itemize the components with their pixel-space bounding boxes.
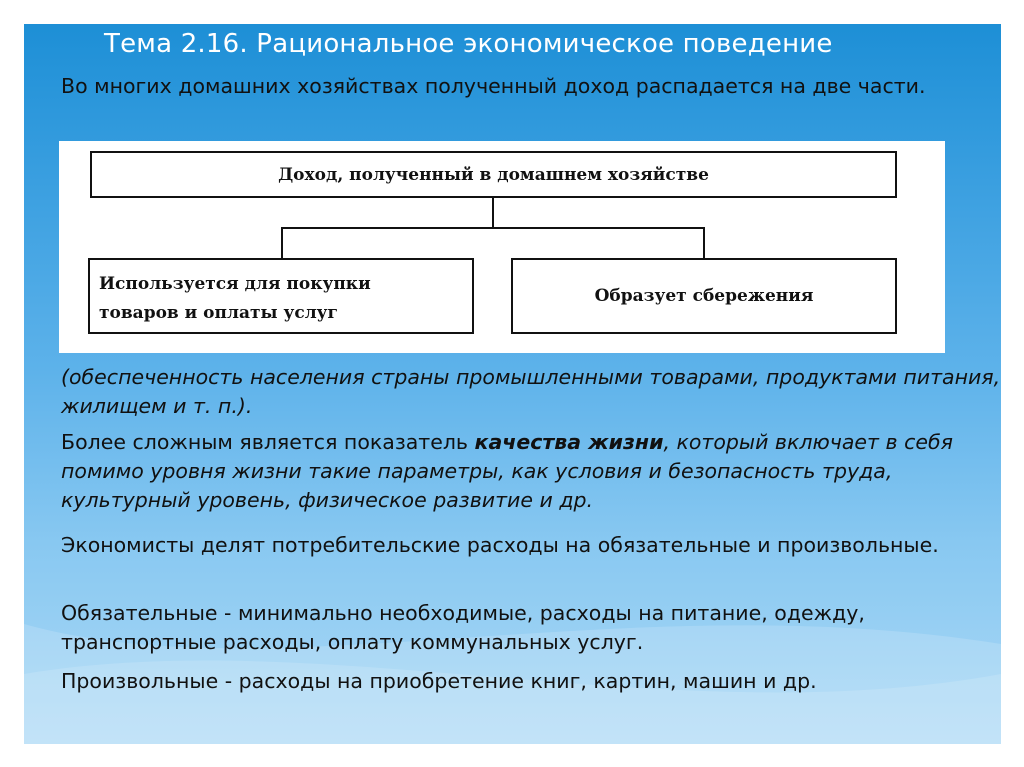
income-diagram — [59, 141, 945, 353]
mandatory-expenses-paragraph: Обязательные - минимально необходимые, расходы на питание, одежду, транспортные расходы, оплату коммунальных услуг. — [61, 601, 865, 654]
diagram-connector-vertical — [492, 198, 494, 228]
optional-expenses-paragraph: Произвольные - расходы на приобретение книг, картин, машин и др. — [61, 669, 817, 693]
diagram-connector-right — [703, 227, 705, 258]
diagram-spending-line2: товаров и оплаты услуг — [99, 303, 338, 323]
diagram-connector-horizontal — [281, 227, 705, 229]
living-standard-paragraph: (обеспеченность населения страны промышленными товарами, продуктами питания, жилищем и т. п.). — [61, 365, 1001, 418]
diagram-spending-line1: Используется для покупки — [99, 274, 371, 294]
diagram-income-label: Доход, полученный в домашнем хозяйстве — [278, 164, 709, 185]
slide — [24, 24, 1001, 744]
diagram-savings-box — [511, 258, 897, 334]
quality-of-life-term: качества жизни — [474, 430, 664, 454]
expenses-paragraph: Экономисты делят потребительские расходы на обязательные и произвольные. — [61, 533, 939, 557]
quality-description-text: , который включает в себя помимо уровня жизни такие параметры, как условия и безопасность труда, культурный уровень, физическое развитие и др. — [61, 430, 953, 512]
diagram-connector-left — [281, 227, 283, 258]
diagram-income-box — [90, 151, 897, 198]
diagram-savings-label: Образует сбережения — [594, 286, 814, 306]
quality-intro-text: Более сложным является показатель — [61, 430, 475, 454]
slide-title: Тема 2.16. Рациональное экономическое поведение — [104, 29, 833, 59]
quality-of-life-paragraph — [61, 428, 1001, 515]
intro-paragraph: Во многих домашних хозяйствах полученный доход распадается на две части. — [61, 74, 926, 98]
diagram-spending-box — [88, 258, 474, 334]
